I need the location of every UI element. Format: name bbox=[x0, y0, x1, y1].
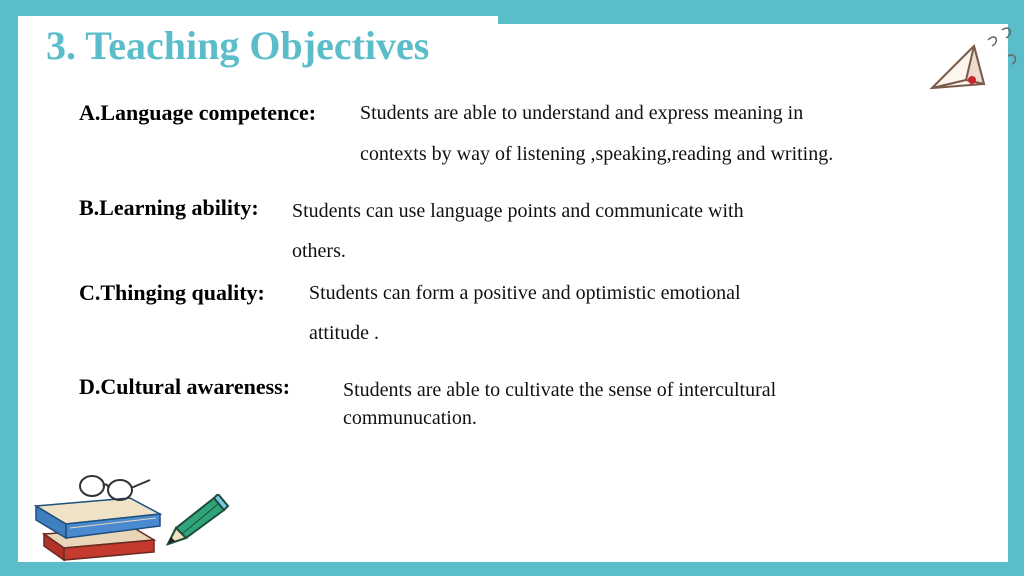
objective-label: C.Thinging quality: bbox=[79, 280, 265, 305]
objective-text-line: Students are able to understand and express meaning in bbox=[360, 102, 804, 124]
objective-label: D.Cultural awareness: bbox=[79, 374, 291, 399]
page-title: 3. Teaching Objectives bbox=[46, 23, 430, 68]
objective-label: A.Language competence: bbox=[79, 100, 317, 125]
objective-label: B.Learning ability: bbox=[79, 195, 259, 220]
objective-text-line: attitude . bbox=[309, 322, 379, 344]
glasses-icon bbox=[74, 470, 154, 506]
objective-text-line: Students can use language points and communicate with bbox=[292, 200, 744, 222]
objective-text-line: Students can form a positive and optimistic emotional bbox=[309, 282, 741, 304]
pencil-icon bbox=[162, 494, 230, 550]
objective-text-line: communucation. bbox=[343, 407, 477, 429]
paper-plane-icon bbox=[926, 22, 1022, 96]
objective-text-line: Students are able to cultivate the sense of intercultural bbox=[343, 379, 777, 401]
objective-text-line: contexts by way of listening ,speaking,reading and writing. bbox=[360, 143, 834, 165]
objective-text-line: others. bbox=[292, 240, 346, 262]
